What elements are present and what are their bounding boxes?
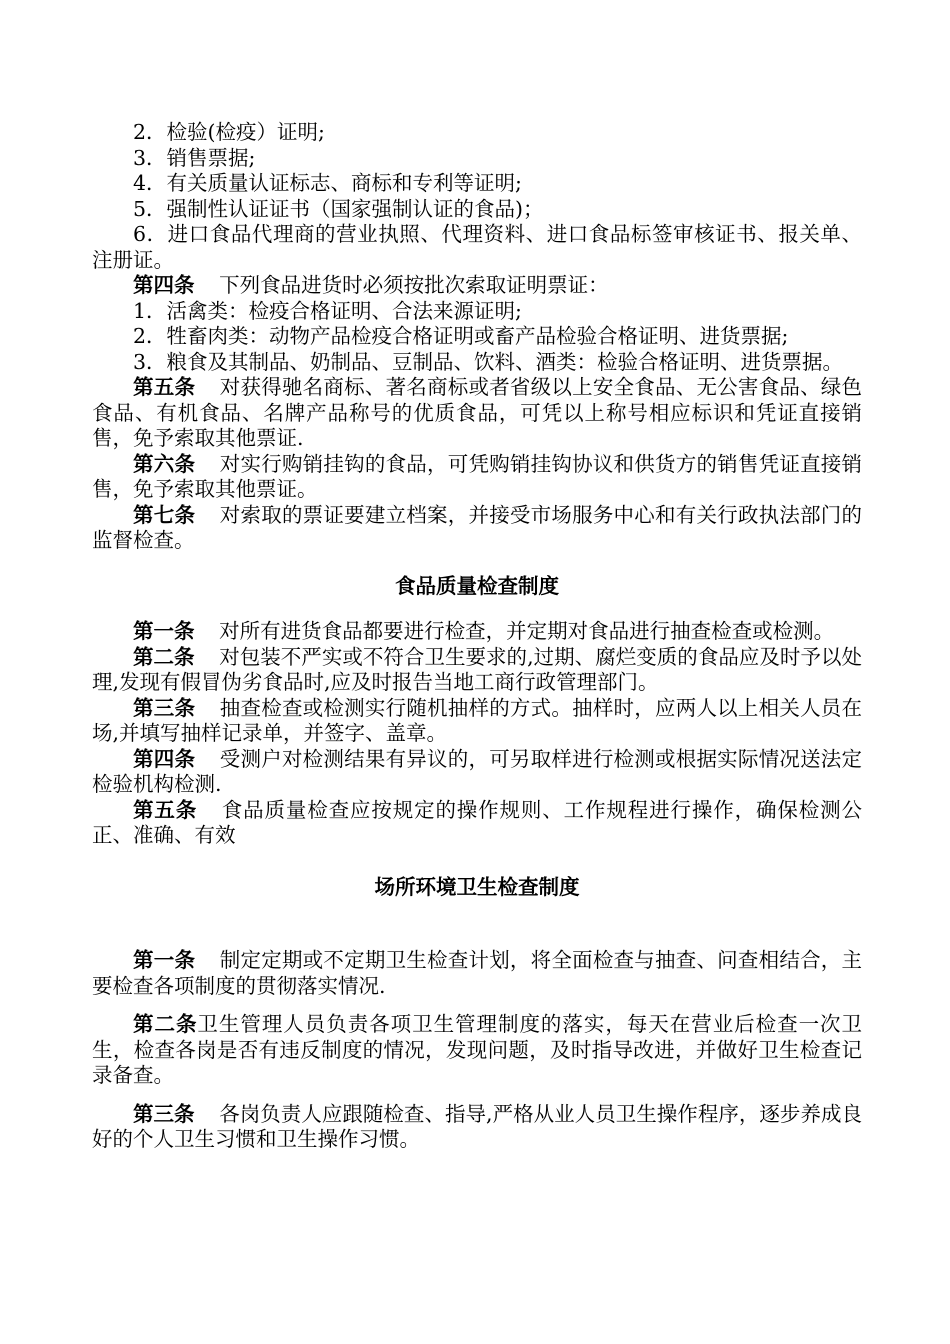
article-1 — [92, 948, 862, 999]
spacer — [92, 900, 862, 948]
list-item: 1．活禽类：检疫合格证明、合法来源证明; — [133, 298, 522, 323]
section-title: 食品质量检查制度 — [395, 573, 559, 598]
article-text: 下列食品进货时必须按批次索取证明票证： — [219, 273, 609, 297]
article-text: 制定定期或不定期卫生检查计划，将全面检查与抽查、问查相结合，主要检查各项制度的贯彻落实情况. — [92, 948, 863, 998]
article-1 — [92, 619, 862, 645]
article-label: 第六条 — [133, 451, 196, 476]
list-item: 2．检验(检疫）证明; — [133, 120, 325, 144]
article-text: 受测户对检测结果有异议的，可另取样进行检测或根据实际情况送法定检验机构检测. — [92, 746, 863, 796]
article-7 — [92, 503, 862, 554]
article-label: 第五条 — [133, 797, 198, 822]
article-6 — [92, 452, 862, 503]
article-text: 对索取的票证要建立档案，并接受市场服务中心和有关行政执法部门的监督检查。 — [92, 502, 863, 552]
article-4 — [92, 747, 862, 798]
article-label: 第七条 — [133, 502, 196, 527]
spacer — [92, 849, 862, 875]
article-label: 第二条 — [133, 1012, 198, 1036]
article-text: 对实行购销挂钩的食品，可凭购销挂钩协议和供货方的销售凭证直接销售，免予索取其他票证。 — [92, 451, 863, 501]
section-title: 场所环境卫生检查制度 — [374, 874, 580, 899]
article-5 — [92, 798, 862, 849]
spacer — [92, 999, 862, 1012]
article-label: 第一条 — [133, 619, 195, 643]
article-label: 第四条 — [133, 273, 195, 297]
article-3 — [92, 1102, 862, 1153]
article-label: 第三条 — [133, 695, 196, 720]
article-2 — [92, 645, 862, 696]
article-label: 第四条 — [133, 746, 196, 771]
spacer — [92, 554, 862, 574]
article-label: 第五条 — [133, 375, 196, 399]
article-5 — [92, 375, 862, 452]
list-item: 3．销售票据; — [133, 145, 256, 170]
article-text: 对包装不严实或不符合卫生要求的,过期、腐烂变质的食品应及时予以处理,发现有假冒伪劣食品时,应及时报告当地工商行政管理部门。 — [92, 644, 863, 694]
spacer — [92, 599, 862, 619]
article-text: 抽查检查或检测实行随机抽样的方式。抽样时，应两人以上相关人员在场,并填写抽样记录单，并签字、盖章。 — [92, 695, 863, 745]
article-label: 第三条 — [133, 1101, 195, 1126]
list-item: 3．粮食及其制品、奶制品、豆制品、饮料、酒类：检验合格证明、进货票据。 — [133, 349, 844, 374]
article-text: 食品质量检查应按规定的操作规则、工作规程进行操作，确保检测公正、准确、有效 — [92, 797, 863, 847]
spacer — [92, 1089, 862, 1102]
document-page — [92, 120, 862, 1153]
list-item: 5．强制性认证证书（国家强制认证的食品)； — [133, 196, 544, 221]
article-2 — [92, 1012, 862, 1089]
article-3 — [92, 696, 862, 747]
article-label: 第一条 — [133, 948, 196, 972]
article-text: 对所有进货食品都要进行检查，并定期对食品进行抽查检查或检测。 — [219, 619, 835, 643]
article-text: 各岗负责人应跟随检查、指导,严格从业人员卫生操作程序，逐步养成良好的个人卫生习惯和卫生操作习惯。 — [92, 1101, 863, 1151]
list-item: 6．进口食品代理商的营业执照、代理资料、进口食品标签审核证书、报关单、注册证。 — [92, 222, 862, 272]
article-text: 对获得驰名商标、著名商标或者省级以上安全食品、无公害食品、绿色食品、有机食品、名牌产品称号的优质食品，可凭以上称号相应标识和凭证直接销售，免予索取其他票证. — [92, 375, 863, 450]
article-text: 卫生管理人员负责各项卫生管理制度的落实，每天在营业后检查一次卫生，检查各岗是否有违反制度的情况，发现问题，及时指导改进，并做好卫生检查记录备查。 — [92, 1012, 863, 1087]
article-4 — [92, 273, 862, 299]
list-item: 4．有关质量认证标志、商标和专利等证明; — [133, 171, 522, 195]
list-item: 2．牲畜肉类：动物产品检疫合格证明或畜产品检验合格证明、进货票据; — [133, 324, 789, 348]
article-label: 第二条 — [133, 644, 195, 669]
